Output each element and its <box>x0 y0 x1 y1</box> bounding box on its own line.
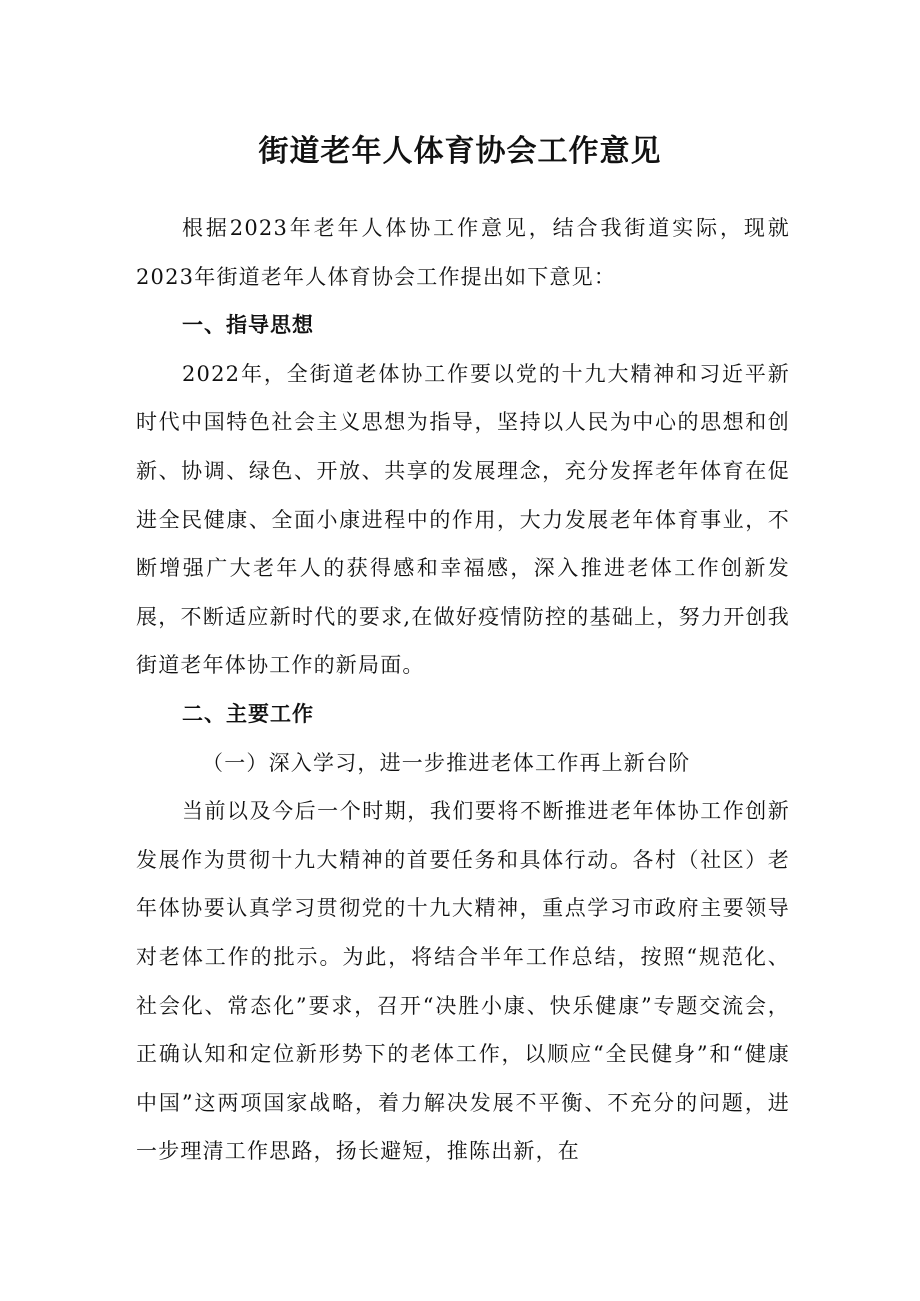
document-body <box>136 204 790 1176</box>
subsection-1-paragraph: 当前以及今后一个时期，我们要将不断推进老年体协工作创新发展作为贯彻十九大精神的首要任务和具体行动。各村（社区）老年体协要认真学习贯彻党的十九大精神，重点学习市政府主要领导对老体工作的批示。为此，将结合半年工作总结，按照“规范化、社会化、常态化”要求，召开“决胜小康、快乐健康”专题交流会，正确认知和定位新形势下的老体工作，以顺应“全民健身”和“健康中国”这两项国家战略，着力解决发展不平衡、不充分的问题，进一步理清工作思路，扬长避短，推陈出新，在 <box>136 799 790 1164</box>
intro-paragraph: 根据2023年老年人体协工作意见，结合我街道实际，现就2023年街道老年人体育协会工作提出如下意见： <box>136 216 790 289</box>
section-2-heading: 二、主要工作 <box>182 701 314 726</box>
section-1-paragraph: 2022年，全街道老体协工作要以党的十九大精神和习近平新时代中国特色社会主义思想为指导，坚持以人民为中心的思想和创新、协调、绿色、开放、共享的发展理念，充分发挥老年体育在促进全民健康、全面小康进程中的作用，大力发展老年体育事业，不断增强广大老年人的获得感和幸福感，深入推进老体工作创新发展，不断适应新时代的要求,在做好疫情防控的基础上，努力开创我街道老年体协工作的新局面。 <box>136 361 790 678</box>
section-1-heading: 一、指导思想 <box>182 313 314 338</box>
document-title: 街道老年人体育协会工作意见 <box>258 134 662 169</box>
subsection-1-heading: （一）深入学习，进一步推进老体工作再上新台阶 <box>202 750 691 775</box>
